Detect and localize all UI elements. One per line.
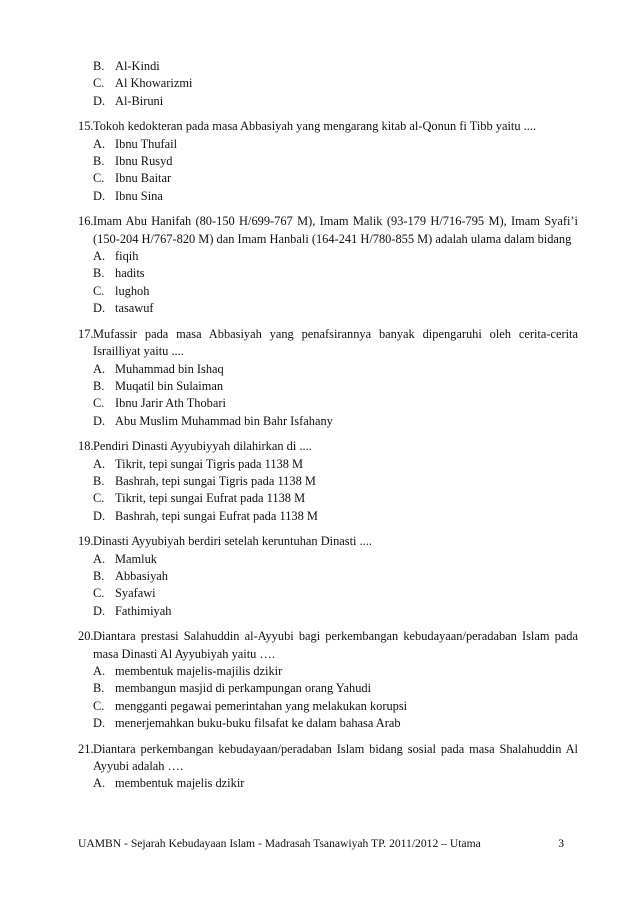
option-letter: A.	[93, 136, 106, 151]
option-text: fiqih	[115, 249, 139, 264]
option-letter: A.	[93, 664, 106, 678]
option-text: Ibnu Thufail	[115, 136, 178, 151]
question-number: 15.	[78, 119, 94, 134]
option-text: Ibnu Sina	[115, 188, 163, 203]
option	[78, 248, 578, 265]
option-letter: B.	[93, 59, 105, 73]
option-letter: B.	[93, 568, 105, 583]
question-16	[78, 213, 578, 317]
question-text: Tokoh kedokteran pada masa Abbasiyah yang mengarang kitab al-Qonun fi Tibb yaitu ....	[93, 119, 537, 134]
option	[78, 153, 578, 170]
option	[78, 188, 578, 205]
option-letter: C.	[93, 586, 105, 601]
option-text: Tikrit, tepi sungai Eufrat pada 1138 M	[115, 491, 306, 506]
option	[78, 75, 578, 92]
option	[78, 508, 578, 525]
option-letter: D.	[93, 301, 106, 316]
option	[78, 170, 578, 187]
option-letter: D.	[93, 188, 106, 203]
question-18	[78, 438, 578, 525]
option	[78, 395, 578, 412]
question-text: Diantara prestasi Salahuddin al-Ayyubi bagi perkembangan kebudayaan/peradaban Islam pada masa Dinasti Al Ayyubiyah yaitu ….	[93, 629, 578, 661]
option-letter: D.	[93, 93, 106, 108]
option-text: membentuk majelis dzikir	[115, 776, 245, 791]
option-text: Fathimiyah	[115, 603, 172, 618]
option	[78, 300, 578, 317]
option-text: Muqatil bin Sulaiman	[115, 378, 224, 393]
option-letter: B.	[93, 266, 105, 281]
option	[78, 456, 578, 473]
option-text: Ibnu Rusyd	[115, 154, 173, 169]
question-text: Dinasti Ayyubiyah berdiri setelah keruntuhan Dinasti ....	[93, 534, 372, 549]
option-letter: D.	[93, 603, 106, 618]
option-text: membentuk majelis-majilis dzikir	[115, 664, 283, 678]
question-number: 18.	[78, 439, 94, 454]
question-15	[78, 118, 578, 205]
option-letter: A.	[93, 551, 106, 566]
option	[78, 378, 578, 395]
option-letter: C.	[93, 698, 105, 713]
option-text: Ibnu Jarir Ath Thobari	[115, 396, 226, 411]
option-text: Bashrah, tepi sungai Tigris pada 1138 M	[115, 473, 316, 488]
option	[78, 680, 578, 697]
option	[78, 93, 578, 110]
option-letter: C.	[93, 171, 105, 186]
question-number: 21.	[78, 741, 94, 756]
option-letter: B.	[93, 681, 105, 696]
page-footer	[78, 836, 564, 852]
option-text: Syafawi	[115, 586, 156, 601]
option-letter: B.	[93, 473, 105, 488]
option-letter: B.	[93, 154, 105, 169]
option-text: Muhammad bin Ishaq	[115, 361, 224, 376]
option	[78, 698, 578, 715]
option	[78, 663, 578, 680]
option-text: Mamluk	[115, 551, 157, 566]
option-text: Bashrah, tepi sungai Eufrat pada 1138 M	[115, 508, 318, 523]
question-text: Pendiri Dinasti Ayyubiyyah dilahirkan di ....	[93, 439, 312, 454]
option-text: tasawuf	[115, 301, 154, 316]
footer-text: UAMBN - Sejarah Kebudayaan Islam - Madrasah Tsanawiyah TP. 2011/2012 – Utama	[78, 837, 481, 850]
option	[78, 361, 578, 378]
option-text: Tikrit, tepi sungai Tigris pada 1138 M	[115, 456, 304, 471]
option-letter: C.	[93, 396, 105, 411]
question-21	[78, 741, 578, 793]
option	[78, 413, 578, 430]
option-letter: C.	[93, 76, 105, 91]
option-letter: A.	[93, 456, 106, 471]
option	[78, 136, 578, 153]
option-text: Ibnu Baitar	[115, 171, 172, 186]
question-17	[78, 326, 578, 430]
continued-options	[78, 58, 578, 110]
option-text: Al-Biruni	[115, 93, 164, 108]
option-text: lughoh	[115, 283, 150, 298]
option-text: Al-Kindi	[115, 59, 160, 73]
option	[78, 473, 578, 490]
question-19	[78, 533, 578, 620]
question-number: 16.	[78, 214, 94, 229]
option-letter: C.	[93, 283, 105, 298]
option	[78, 603, 578, 620]
question-number: 19.	[78, 534, 94, 549]
option	[78, 265, 578, 282]
option-letter: B.	[93, 378, 105, 393]
option-letter: A.	[93, 249, 106, 264]
question-text: Imam Abu Hanifah (80-150 H/699-767 M), Imam Malik (93-179 H/716-795 M), Imam Syafi’i (150-204 H/767-820 M) dan Imam Hanbali (164-241 H/780-855 M) adalah ulama dalam bidang	[93, 214, 578, 246]
question-list	[78, 58, 578, 793]
option	[78, 490, 578, 507]
option-text: Al Khowarizmi	[115, 76, 193, 91]
option	[78, 568, 578, 585]
page-number: 3	[558, 837, 564, 850]
option-text: membangun masjid di perkampungan orang Yahudi	[115, 681, 372, 696]
question-number: 20.	[78, 629, 94, 644]
option-letter: A.	[93, 776, 106, 791]
option-text: Abbasiyah	[115, 568, 168, 583]
option	[78, 775, 578, 792]
option-text: hadits	[115, 266, 145, 281]
option	[78, 585, 578, 602]
question-text: Diantara perkembangan kebudayaan/peradaban Islam bidang sosial pada masa Shalahuddin Al Ayyubi adalah ….	[93, 741, 578, 774]
question-number: 17.	[78, 326, 94, 341]
option	[78, 283, 578, 300]
option	[78, 715, 578, 732]
option	[78, 551, 578, 568]
option-letter: A.	[93, 361, 106, 376]
question-20	[78, 628, 578, 732]
option	[78, 58, 578, 75]
option-letter: D.	[93, 413, 106, 428]
option-text: menerjemahkan buku-buku filsafat ke dalam bahasa Arab	[115, 716, 401, 731]
question-text: Mufassir pada masa Abbasiyah yang penafsirannya banyak dipengaruhi oleh cerita-cerita Israilliyat yaitu ....	[93, 326, 578, 359]
option-text: mengganti pegawai pemerintahan yang melakukan korupsi	[115, 698, 408, 713]
option-text: Abu Muslim Muhammad bin Bahr Isfahany	[115, 413, 333, 428]
option-letter: D.	[93, 508, 106, 523]
option-letter: C.	[93, 491, 105, 506]
option-letter: D.	[93, 716, 106, 731]
